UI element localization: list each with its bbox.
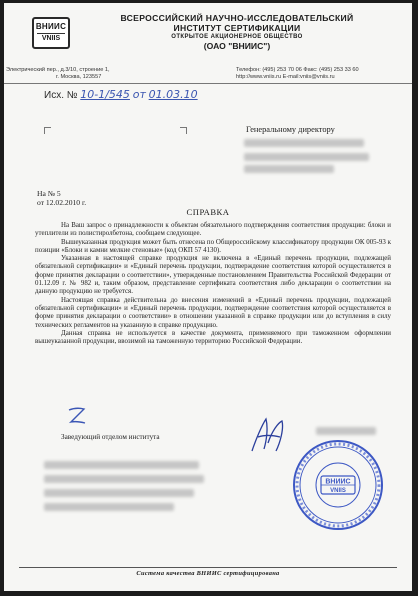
- redacted-signatory-line1: [44, 461, 199, 469]
- redacted-addressee-name: [244, 139, 364, 147]
- contact-info: [236, 67, 406, 81]
- org-short-name: (ОАО "ВНИИС"): [203, 41, 271, 51]
- outgoing-date: 01.03.10: [148, 88, 198, 101]
- redacted-signatory-line3: [44, 489, 194, 497]
- reference: [37, 189, 86, 207]
- logo-text-top: ВНИИС: [35, 22, 67, 31]
- org-name-line1: ВСЕРОССИЙСКИЙ НАУЧНО-ИССЛЕДОВАТЕЛЬСКИЙ: [120, 13, 354, 23]
- postal-address: [6, 67, 171, 81]
- official-stamp: [290, 437, 386, 533]
- outgoing-from: от: [132, 88, 146, 101]
- reference-number: На № 5: [37, 189, 61, 198]
- body-paragraph: Указанная в настоящей справке продукция не включена в «Единый перечень продукции, подлежащей обязательной сертификации» и «Единый перечень продукции, подтверждение соответствия которой осуществляется в форме принятия декларации о соответствии», утвержденные постановлением Правительства Российской Федерации от 01.12.09 г. № 982 и, таким образом, представление сертификата соответствия либо декларации о соответствии на данную продукцию не требуется.: [35, 255, 391, 296]
- org-form: ОТКРЫТОЕ АКЦИОНЕРНОЕ ОБЩЕСТВО: [171, 34, 303, 40]
- reference-date: от 12.02.2010 г.: [37, 198, 87, 207]
- handwritten-mark: [66, 405, 88, 427]
- outgoing-number-value: 10-1/545: [80, 88, 130, 101]
- document-title: СПРАВКА: [186, 207, 230, 217]
- address-line2: г. Москва, 123557: [56, 74, 102, 80]
- outgoing-prefix: Исх. №: [44, 90, 78, 101]
- footer-quality-note: Система качества ВНИИС сертифицирована: [136, 570, 280, 577]
- redacted-addressee-address: [244, 165, 334, 173]
- body-paragraph: Настоящая справка действительна до внесения изменений в «Единый перечень продукции, подлежащей обязательной сертификации» и «Единый перечень продукции, подтверждение соответствия которой осуществляется в форме принятия декларации о соответствии» в отношении указанной в справке продукции или до вступления в силу технических регламентов на указанную в справке продукцию.: [35, 296, 391, 329]
- address-line1: Электрический пер., д.3/10, строение 1,: [6, 67, 110, 73]
- addressee: Генеральному директору: [246, 125, 335, 134]
- redacted-signatory-line2: [44, 475, 204, 483]
- signatory-title: Заведующий отделом института: [61, 433, 160, 441]
- address-corner-left: [44, 127, 51, 134]
- redacted-signatory-line4: [44, 503, 174, 511]
- redacted-signatory-name: [316, 427, 376, 435]
- address-corner-right: [180, 127, 187, 134]
- contact-web-email: http://www.vniis.ru E-mail:vniis@vniis.ru: [236, 74, 335, 80]
- vniis-logo: [32, 17, 70, 49]
- letterhead-divider: [4, 83, 412, 84]
- signature-autograph: [246, 413, 292, 457]
- stamp-text-top: ВНИИС: [325, 478, 351, 486]
- footer-divider: [19, 567, 397, 568]
- redacted-addressee-company: [244, 153, 369, 161]
- body-paragraph: Вышеуказанная продукция может быть отнесена по Общероссийскому классификатору продукции ОК 005-93 к позиции «Блоки и камни мелкие стеновые» (код ОКП 57 4130).: [35, 238, 391, 254]
- stamp-text-bottom: VNIIS: [330, 488, 346, 494]
- outgoing-number: [44, 88, 198, 101]
- document-page: [4, 3, 412, 591]
- logo-text-bottom: VNIIS: [37, 33, 65, 42]
- letterhead-org: [82, 13, 392, 51]
- document-body: [35, 222, 391, 346]
- body-paragraph: На Ваш запрос о принадлежности к объектам обязательного подтверждения соответствия продукции: блоки и утеплители из полистиролбетона, сообщаем следующее.: [35, 222, 391, 238]
- contact-phone-fax: Телефон: (495) 253 70 06 Факс: (495) 253 33 60: [236, 67, 359, 73]
- org-name-line2: ИНСТИТУТ СЕРТИФИКАЦИИ: [173, 23, 301, 33]
- body-paragraph: Данная справка не используется в качестве документа, применяемого при таможенном оформлении вышеуказанной продукции, ввозимой на таможенную территорию Российской Федерации.: [35, 329, 391, 346]
